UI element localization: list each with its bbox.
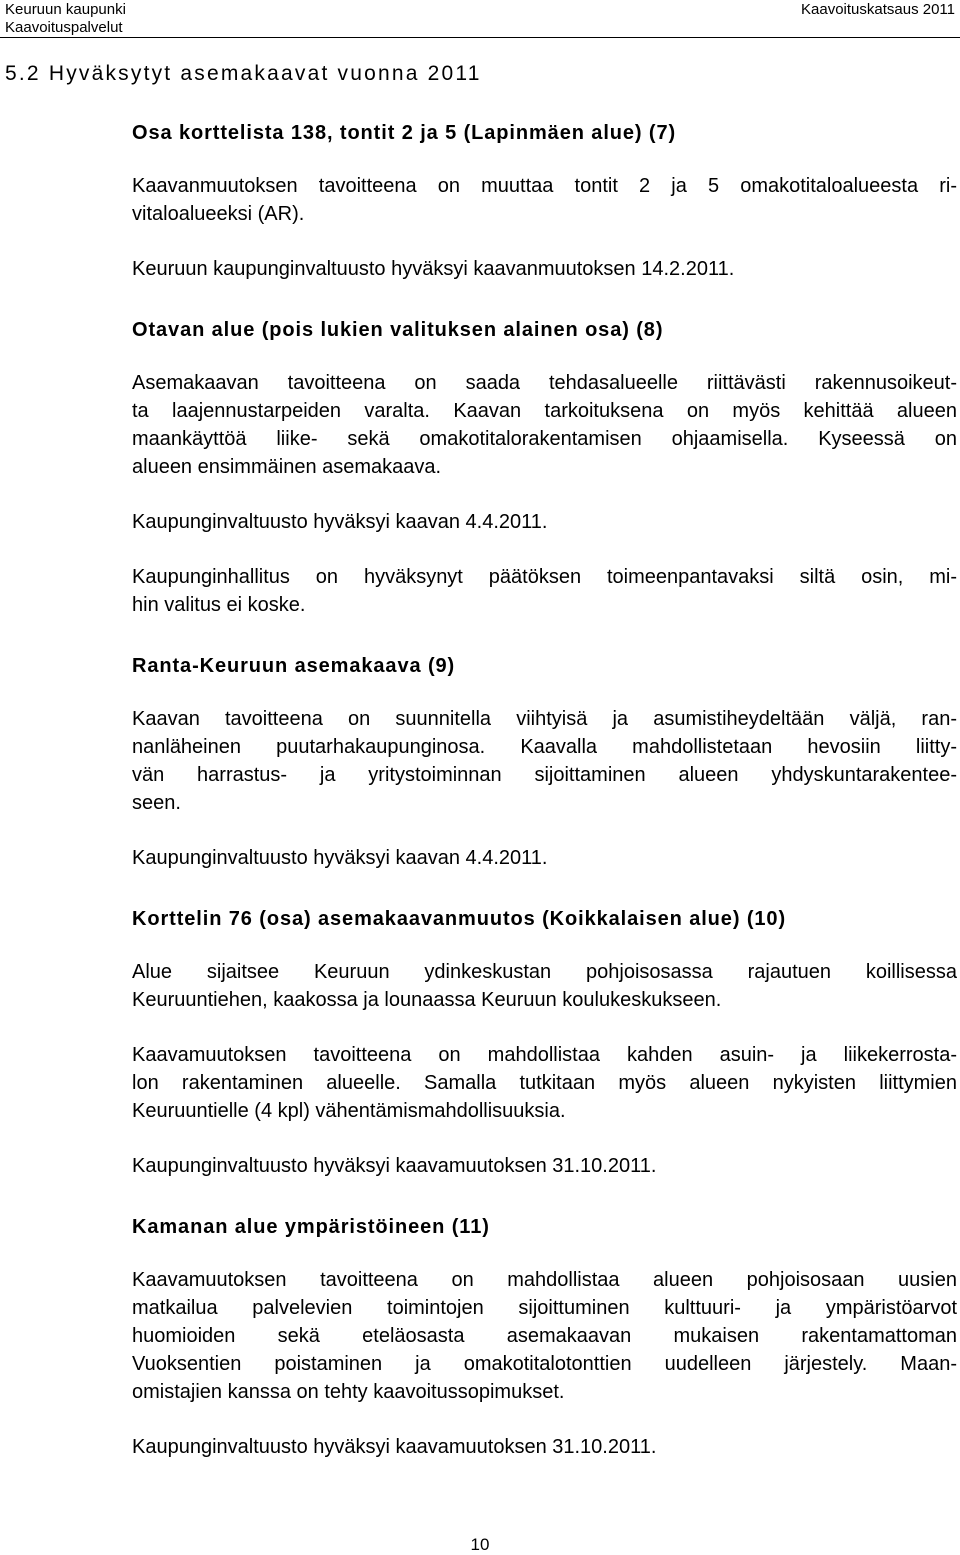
body-paragraph bbox=[132, 1433, 957, 1461]
plan-section-heading: Ranta-Keuruun asemakaava (9) bbox=[132, 655, 456, 677]
body-paragraph bbox=[132, 1152, 957, 1180]
plan-section bbox=[132, 904, 957, 1180]
header-organization bbox=[5, 1, 126, 37]
paragraph-line: Kaavanmuutoksen tavoitteena on muuttaa tontit 2 ja 5 omakotitaloalueesta ri- bbox=[132, 175, 957, 197]
plan-section bbox=[132, 315, 957, 619]
paragraph-line: vitaloalueeksi (AR). bbox=[132, 203, 305, 225]
paragraph-line: Kaavamuutoksen tavoitteena on mahdollistaa kahden asuin- ja liikekerrosta- bbox=[132, 1044, 957, 1066]
paragraph-line: Kaupunginvaltuusto hyväksyi kaavan 4.4.2011. bbox=[132, 511, 548, 533]
body-paragraph bbox=[132, 705, 957, 817]
section-title: 5.2 Hyväksytyt asemakaavat vuonna 2011 bbox=[5, 62, 482, 85]
paragraph-line: alueen ensimmäinen asemakaava. bbox=[132, 456, 442, 478]
paragraph-line: maankäyttöä liike- sekä omakotitalorakentamisen ohjaamisella. Kyseessä on bbox=[132, 428, 957, 450]
paragraph-line: huomioiden sekä eteläosasta asemakaavan mukaisen rakentamattoman bbox=[132, 1325, 957, 1347]
section-spacer bbox=[132, 283, 957, 315]
body-paragraph bbox=[132, 369, 957, 481]
body-paragraph bbox=[132, 844, 957, 872]
paragraph-line: Kaupunginhallitus on hyväksynyt päätöksen toimeenpantavaksi siltä osin, mi- bbox=[132, 566, 957, 588]
body-paragraph bbox=[132, 172, 957, 228]
header-divider bbox=[0, 37, 960, 38]
body-paragraph bbox=[132, 1041, 957, 1125]
plan-section-heading: Otavan alue (pois lukien valituksen alainen osa) (8) bbox=[132, 319, 664, 341]
paragraph-line: Kaupunginvaltuusto hyväksyi kaavamuutoksen 31.10.2011. bbox=[132, 1436, 657, 1458]
heading-spacer bbox=[132, 681, 957, 705]
section-spacer bbox=[132, 1180, 957, 1212]
paragraph-line: Asemakaavan tavoitteena on saada tehdasalueelle riittävästi rakennusoikeut- bbox=[132, 372, 957, 394]
paragraph-spacer bbox=[132, 1014, 957, 1041]
paragraph-line: matkailua palvelevien toimintojen sijoittuminen kulttuuri- ja ympäristöarvot bbox=[132, 1297, 957, 1319]
header-report-title: Kaavoituskatsaus 2011 bbox=[801, 1, 955, 18]
paragraph-line: omistajien kanssa on tehty kaavoitussopimukset. bbox=[132, 1381, 565, 1403]
paragraph-line: lon rakentaminen alueelle. Samalla tutkitaan myös alueen nykyisten liittymien bbox=[132, 1072, 957, 1094]
heading-spacer bbox=[132, 1242, 957, 1266]
header-org-line1: Keuruun kaupunki bbox=[5, 1, 126, 18]
paragraph-line: Kaupunginvaltuusto hyväksyi kaavan 4.4.2011. bbox=[132, 847, 548, 869]
paragraph-spacer bbox=[132, 1125, 957, 1152]
heading-spacer bbox=[132, 148, 957, 172]
paragraph-line: nanläheinen puutarhakaupunginosa. Kaavalla mahdollistetaan hevosiin liitty- bbox=[132, 736, 957, 758]
paragraph-spacer bbox=[132, 536, 957, 563]
paragraph-line: Kaavamuutoksen tavoitteena on mahdollistaa alueen pohjoisosaan uusien bbox=[132, 1269, 957, 1291]
paragraph-line: Keuruuntiehen, kaakossa ja lounaassa Keuruun koulukeskukseen. bbox=[132, 989, 722, 1011]
paragraph-line: Vuoksentien poistaminen ja omakotitalotonttien uudelleen järjestely. Maan- bbox=[132, 1353, 957, 1375]
paragraph-line: Kaavan tavoitteena on suunnitella viihtyisä ja asumistiheydeltään väljä, ran- bbox=[132, 708, 957, 730]
document-body bbox=[132, 118, 957, 1461]
paragraph-line: Keuruun kaupunginvaltuusto hyväksyi kaavanmuutoksen 14.2.2011. bbox=[132, 258, 735, 280]
paragraph-line: seen. bbox=[132, 792, 181, 814]
paragraph-line: vän harrastus- ja yritystoiminnan sijoittaminen alueen yhdyskuntarakentee- bbox=[132, 764, 957, 786]
body-paragraph bbox=[132, 255, 957, 283]
plan-section-heading: Kamanan alue ympäristöineen (11) bbox=[132, 1216, 490, 1238]
section-spacer bbox=[132, 619, 957, 651]
body-paragraph bbox=[132, 563, 957, 619]
paragraph-line: Alue sijaitsee Keuruun ydinkeskustan pohjoisosassa rajautuen koillisessa bbox=[132, 961, 957, 983]
header-org-line2: Kaavoituspalvelut bbox=[5, 19, 123, 36]
plan-section-heading: Korttelin 76 (osa) asemakaavanmuutos (Koikkalaisen alue) (10) bbox=[132, 908, 787, 930]
plan-section bbox=[132, 118, 957, 283]
heading-spacer bbox=[132, 934, 957, 958]
plan-section bbox=[132, 651, 957, 872]
paragraph-spacer bbox=[132, 1406, 957, 1433]
paragraph-line: ta laajennustarpeiden varalta. Kaavan tarkoituksena on myös kehittää alueen bbox=[132, 400, 957, 422]
body-paragraph bbox=[132, 1266, 957, 1406]
paragraph-line: Kaupunginvaltuusto hyväksyi kaavamuutoksen 31.10.2011. bbox=[132, 1155, 657, 1177]
plan-section bbox=[132, 1212, 957, 1461]
paragraph-spacer bbox=[132, 481, 957, 508]
section-spacer bbox=[132, 872, 957, 904]
page-number: 10 bbox=[470, 1535, 490, 1554]
body-paragraph bbox=[132, 508, 957, 536]
paragraph-line: hin valitus ei koske. bbox=[132, 594, 306, 616]
page-header bbox=[0, 0, 960, 40]
plan-section-heading: Osa korttelista 138, tontit 2 ja 5 (Lapinmäen alue) (7) bbox=[132, 122, 677, 144]
body-paragraph bbox=[132, 958, 957, 1014]
paragraph-spacer bbox=[132, 817, 957, 844]
paragraph-spacer bbox=[132, 228, 957, 255]
paragraph-line: Keuruuntielle (4 kpl) vähentämismahdollisuuksia. bbox=[132, 1100, 566, 1122]
heading-spacer bbox=[132, 345, 957, 369]
